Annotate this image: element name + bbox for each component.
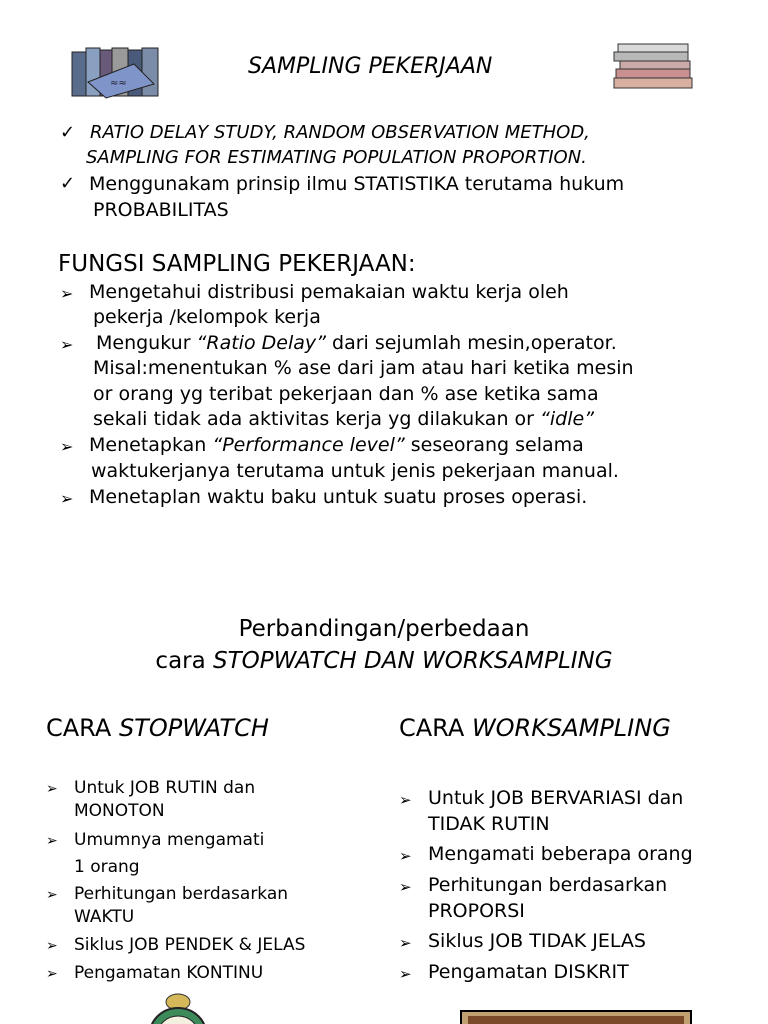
right-item: TIDAK RUTIN [428,813,550,835]
function-2-line-4 [93,408,594,430]
right-item: Siklus JOB TIDAK JELAS [428,930,646,952]
right-item: Untuk JOB BERVARIASI dan [428,787,684,809]
left-item: Umumnya mengamati [74,830,265,850]
stopwatch-icon [148,988,208,1024]
right-item: Pengamatan DISKRIT [428,961,629,983]
arrow-bullet-icon: ➢ [399,878,412,896]
left-item: MONOTON [74,801,165,821]
right-item: PROPORSI [428,900,525,922]
left-column-heading [46,714,269,742]
function-4-line-1: Menetaplan waktu baku untuk suatu proses operasi. [89,486,588,508]
function-2-suffix: dari sejumlah mesin,operator. [325,332,617,354]
arrow-bullet-icon: ➢ [60,437,74,456]
arrow-bullet-icon: ➢ [46,887,58,903]
left-item: Perhitungan berdasarkan [74,884,289,904]
function-2-last-prefix: sekali tidak ada aktivitas kerja yg dilakukan or [93,408,541,430]
comparison-title-line-2 [0,648,768,674]
left-heading-emph: STOPWATCH [118,714,269,742]
books-upright-icon [70,44,166,100]
left-item: Untuk JOB RUTIN dan [74,778,256,798]
arrow-bullet-icon: ➢ [46,781,58,797]
function-3-line-2: waktukerjanya terutama untuk jenis pekerjaan manual. [91,460,619,482]
function-1-line-1: Mengetahui distribusi pemakaian waktu kerja oleh [89,281,569,303]
function-2-prefix: Mengukur [96,332,197,354]
left-item: Siklus JOB PENDEK & JELAS [74,935,306,955]
arrow-bullet-icon: ➢ [46,966,58,982]
books-stack-icon [610,40,696,96]
arrow-bullet-icon: ➢ [46,833,58,849]
arrow-bullet-icon: ➢ [60,284,74,303]
left-item: WAKTU [74,907,135,927]
arrow-bullet-icon: ➢ [60,489,74,508]
arrow-bullet-icon: ➢ [399,934,412,952]
picture-frame-icon [460,1010,692,1024]
function-2-last-emph: “idle” [540,408,595,430]
arrow-bullet-icon: ➢ [399,791,412,809]
function-2-line-2: Misal:menentukan % ase dari jam atau hari ketika mesin [93,357,634,379]
function-1-line-2: pekerja /kelompok kerja [93,306,321,328]
right-item: Mengamati beberapa orang [428,843,693,865]
right-heading-emph: WORKSAMPLING [471,714,671,742]
arrow-bullet-icon: ➢ [399,847,412,865]
page-title: SAMPLING PEKERJAAN [248,54,493,79]
arrow-bullet-icon: ➢ [399,965,412,983]
function-3-suffix: seseorang selama [404,434,584,456]
section-title: FUNGSI SAMPLING PEKERJAAN: [58,251,416,277]
check-item-1-line-1: RATIO DELAY STUDY, RANDOM OBSERVATION METHOD, [90,122,590,143]
function-3-prefix: Menetapkan [89,434,213,456]
svg-text:≈≈: ≈≈ [110,78,127,89]
function-3-emph: “Performance level” [212,434,405,456]
check-mark-icon: ✓ [60,173,76,194]
right-heading-prefix: CARA [399,714,472,742]
comparison-title-emph: STOPWATCH DAN WORKSAMPLING [213,648,613,674]
comparison-title-line-1: Perbandingan/perbedaan [238,616,530,642]
right-column-heading [399,714,671,742]
check-mark-icon: ✓ [60,122,76,143]
function-2-emph: “Ratio Delay” [196,332,326,354]
function-3-line-1 [89,434,584,456]
check-item-1-line-2: SAMPLING FOR ESTIMATING POPULATION PROPORTION. [86,147,587,168]
check-item-2-line-2: PROBABILITAS [93,199,229,221]
left-item: 1 orang [74,857,140,877]
comparison-title-prefix: cara [155,648,214,674]
function-2-line-1 [96,332,617,354]
function-2-line-3: or orang yg teribat pekerjaan dan % ase ketika sama [93,383,599,405]
arrow-bullet-icon: ➢ [60,335,74,354]
right-item: Perhitungan berdasarkan [428,874,668,896]
arrow-bullet-icon: ➢ [46,938,58,954]
left-heading-prefix: CARA [46,714,119,742]
check-item-2-line-1: Menggunakam prinsip ilmu STATISTIKA terutama hukum [89,173,625,195]
left-item: Pengamatan KONTINU [74,963,264,983]
